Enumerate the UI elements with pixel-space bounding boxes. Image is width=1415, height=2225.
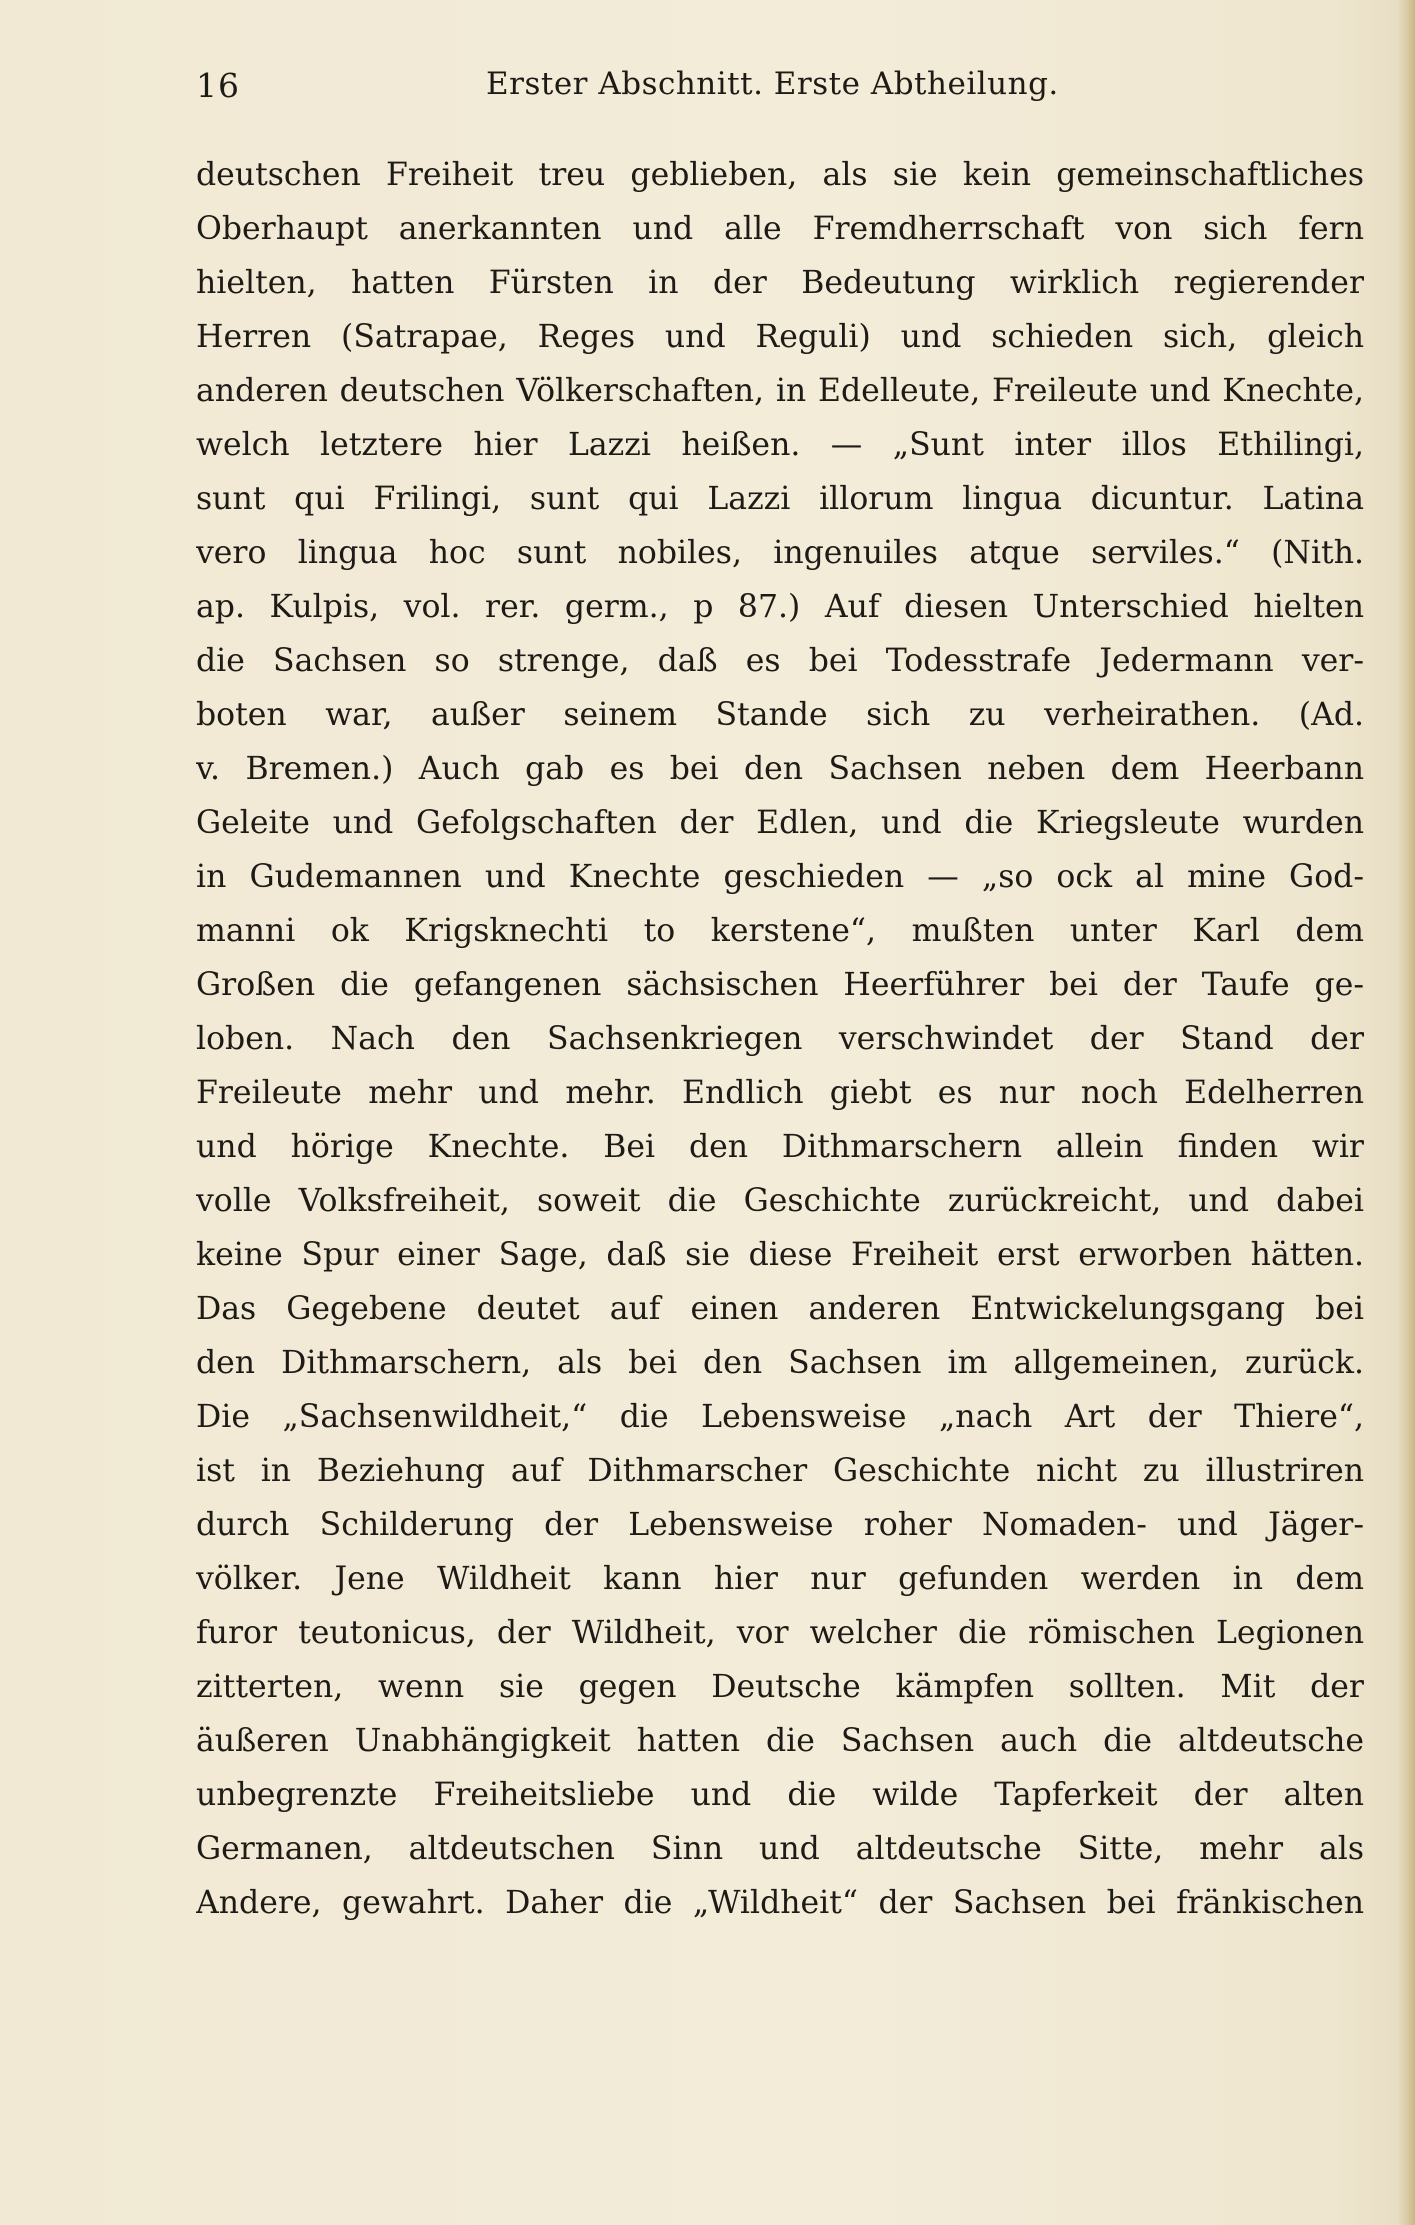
text-line: Geleite und Gefolgschaften der Edlen, und die Kriegsleute wurden	[196, 805, 1364, 841]
text-line: äußeren Unabhängigkeit hatten die Sachsen auch die altdeutsche	[196, 1723, 1364, 1759]
text-line: zitterten, wenn sie gegen Deutsche kämpfen sollten. Mit der	[196, 1669, 1364, 1705]
text-line: ist in Beziehung auf Dithmarscher Geschichte nicht zu illustriren	[196, 1453, 1364, 1489]
text-line: in Gudemannen und Knechte geschieden — „so ock al mine God-	[196, 859, 1364, 895]
text-line: loben. Nach den Sachsenkriegen verschwindet der Stand der	[196, 1021, 1364, 1057]
text-line: und hörige Knechte. Bei den Dithmarschern allein finden wir	[196, 1129, 1364, 1165]
text-line: Das Gegebene deutet auf einen anderen Entwickelungsgang bei	[196, 1291, 1364, 1327]
text-line: v. Bremen.) Auch gab es bei den Sachsen neben dem Heerbann	[196, 751, 1364, 787]
text-line: manni ok Krigsknechti to kerstene“, mußten unter Karl dem	[196, 913, 1364, 949]
running-head-title: Erster Abschnitt. Erste Abtheilung.	[486, 66, 1059, 102]
body-text	[196, 148, 1364, 1930]
text-line: ap. Kulpis, vol. rer. germ., p 87.) Auf diesen Unterschied hielten	[196, 589, 1364, 625]
text-line: keine Spur einer Sage, daß sie diese Freiheit erst erworben hätten.	[196, 1237, 1364, 1273]
text-line: welch letztere hier Lazzi heißen. — „Sunt inter illos Ethilingi,	[196, 427, 1364, 463]
text-line: Großen die gefangenen sächsischen Heerführer bei der Taufe ge-	[196, 967, 1364, 1003]
text-line: durch Schilderung der Lebensweise roher Nomaden- und Jäger-	[196, 1507, 1364, 1543]
text-line: anderen deutschen Völkerschaften, in Edelleute, Freileute und Knechte,	[196, 373, 1364, 409]
page-number: 16	[196, 66, 240, 105]
text-line: unbegrenzte Freiheitsliebe und die wilde Tapferkeit der alten	[196, 1777, 1364, 1813]
text-line: vero lingua hoc sunt nobiles, ingenuiles atque serviles.“ (Nith.	[196, 535, 1364, 571]
text-line: Andere, gewahrt. Daher die „Wildheit“ der Sachsen bei fränkischen	[196, 1885, 1364, 1921]
page-edge	[1397, 0, 1415, 2225]
text-line: Die „Sachsenwildheit,“ die Lebensweise „nach Art der Thiere“,	[196, 1399, 1364, 1435]
text-line: volle Volksfreiheit, soweit die Geschichte zurückreicht, und dabei	[196, 1183, 1364, 1219]
text-line: deutschen Freiheit treu geblieben, als sie kein gemeinschaftliches	[196, 157, 1364, 193]
text-line: Oberhaupt anerkannten und alle Fremdherrschaft von sich fern	[196, 211, 1364, 247]
text-line: Germanen, altdeutschen Sinn und altdeutsche Sitte, mehr als	[196, 1831, 1364, 1867]
text-line: sunt qui Frilingi, sunt qui Lazzi illorum lingua dicuntur. Latina	[196, 481, 1364, 517]
text-line: völker. Jene Wildheit kann hier nur gefunden werden in dem	[196, 1561, 1364, 1597]
text-line: furor teutonicus, der Wildheit, vor welcher die römischen Legionen	[196, 1615, 1364, 1651]
text-line: boten war, außer seinem Stande sich zu verheirathen. (Ad.	[196, 697, 1364, 733]
running-head	[196, 60, 1156, 120]
text-line: Freileute mehr und mehr. Endlich giebt es nur noch Edelherren	[196, 1075, 1364, 1111]
text-line: Herren (Satrapae, Reges und Reguli) und schieden sich, gleich	[196, 319, 1364, 355]
text-line: hielten, hatten Fürsten in der Bedeutung wirklich regierender	[196, 265, 1364, 301]
text-line: den Dithmarschern, als bei den Sachsen im allgemeinen, zurück.	[196, 1345, 1364, 1381]
text-line: die Sachsen so strenge, daß es bei Todesstrafe Jedermann ver-	[196, 643, 1364, 679]
